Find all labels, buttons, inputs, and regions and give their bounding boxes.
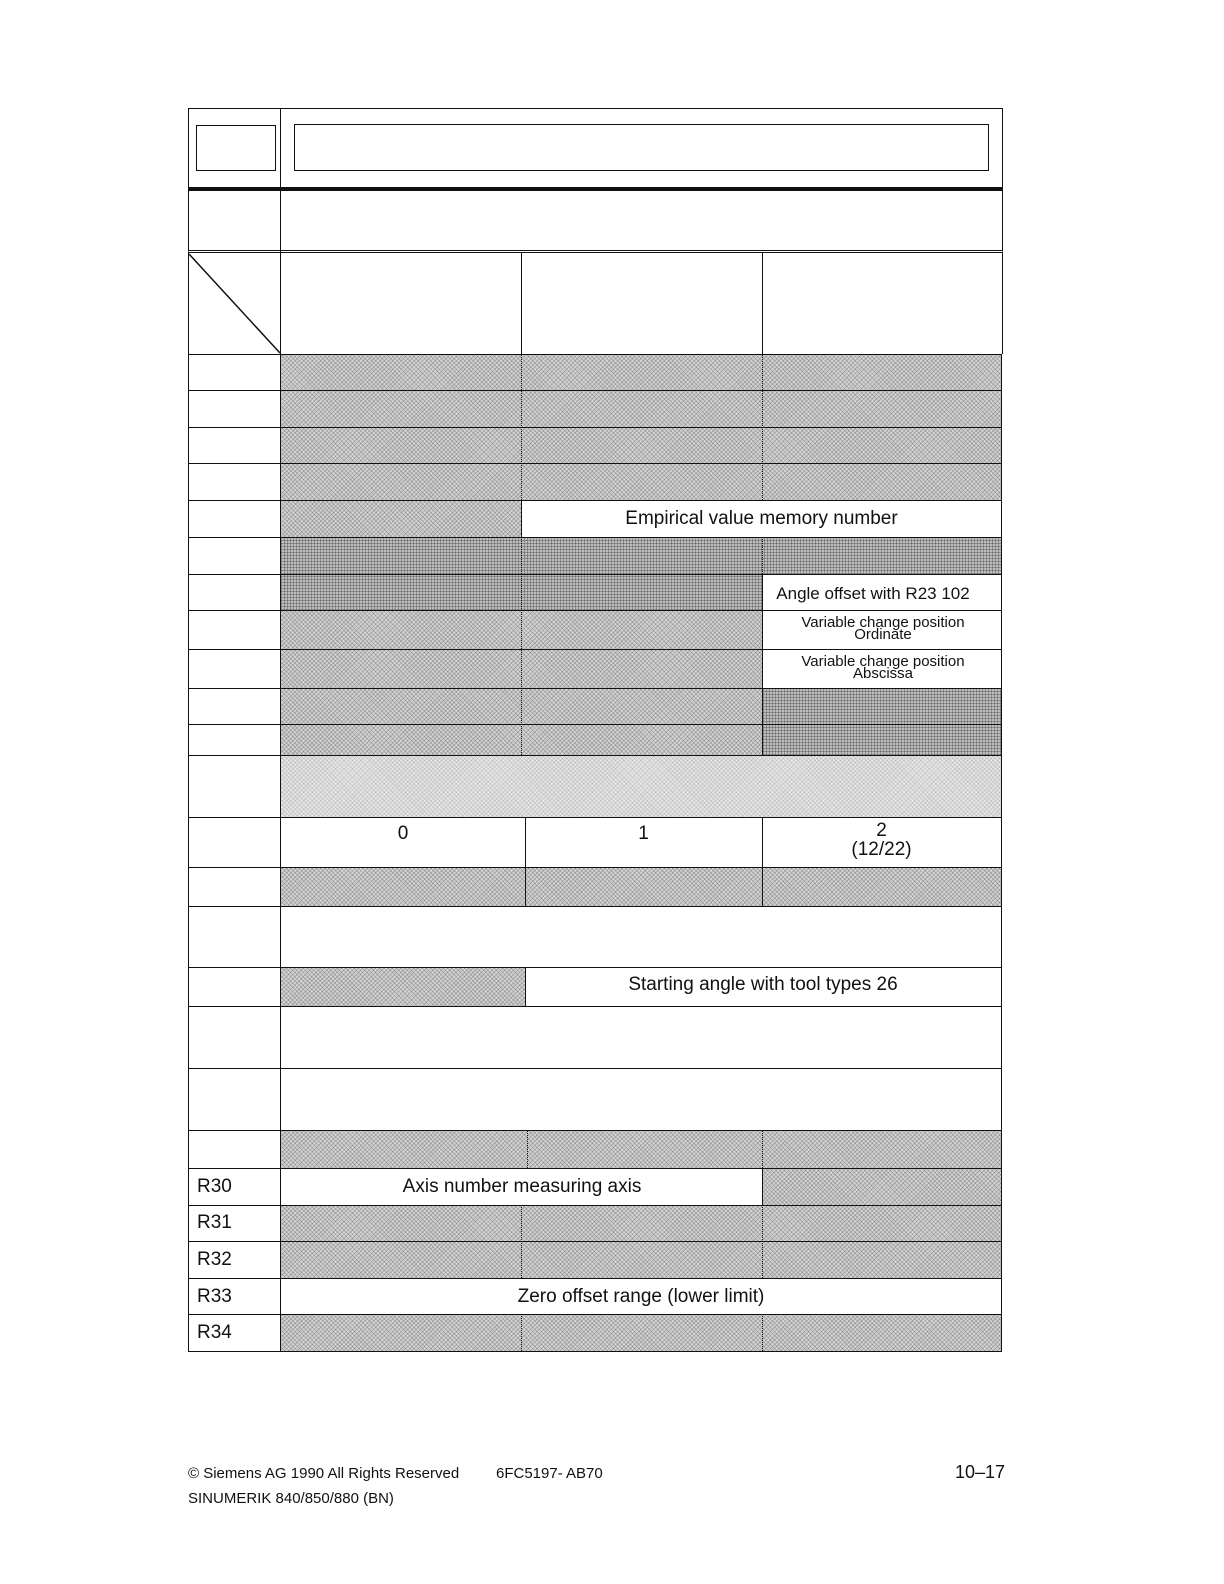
copyright-text: © Siemens AG 1990 All Rights Reserved bbox=[188, 1465, 460, 1482]
col-divider bbox=[762, 574, 763, 755]
row-rule bbox=[188, 755, 1002, 756]
col-divider bbox=[525, 967, 526, 1006]
col1-value: 1 bbox=[638, 823, 649, 844]
hatched-row bbox=[281, 1130, 1001, 1168]
var-abscissa-line2: Abscissa bbox=[852, 665, 914, 682]
row-rule bbox=[188, 1205, 1002, 1206]
col-divider bbox=[527, 1130, 528, 1168]
hatched-cells bbox=[281, 649, 763, 688]
row-rule bbox=[188, 500, 1002, 501]
hatched-row bbox=[281, 1314, 1001, 1352]
col-divider bbox=[521, 574, 522, 755]
row-rule bbox=[188, 906, 1002, 907]
row-rule bbox=[188, 867, 1002, 868]
dark-hatched-cells bbox=[281, 574, 763, 610]
row-label-r33: R33 bbox=[197, 1286, 232, 1307]
row-rule bbox=[188, 574, 1002, 575]
row-rule bbox=[188, 724, 1002, 725]
description-row bbox=[188, 191, 1003, 253]
angle-offset-label: Angle offset with R23 102 bbox=[776, 584, 970, 603]
row-rule bbox=[188, 649, 1002, 650]
row-rule bbox=[188, 1006, 1002, 1007]
page-number: 10–17 bbox=[955, 1462, 1006, 1482]
starting-angle-label: Starting angle with tool types 26 bbox=[628, 974, 898, 995]
col-divider bbox=[762, 817, 763, 906]
hatched-row bbox=[281, 867, 1001, 906]
header-divider bbox=[280, 108, 281, 190]
col-divider bbox=[521, 1205, 522, 1278]
row-rule bbox=[188, 390, 1002, 391]
row-rule bbox=[188, 354, 1002, 355]
col-divider bbox=[521, 1314, 522, 1351]
col-divider-b bbox=[521, 253, 522, 354]
header-title-box bbox=[294, 124, 989, 171]
var-ordinate-line2: Ordinate bbox=[854, 626, 912, 643]
product-name: SINUMERIK 840/850/880 (BN) bbox=[188, 1490, 394, 1507]
col-divider bbox=[762, 537, 763, 574]
col0-value: 0 bbox=[397, 823, 409, 844]
row-rule bbox=[188, 610, 1002, 611]
col2-value: 2 bbox=[876, 820, 887, 841]
hatched-cells bbox=[281, 688, 763, 755]
row-rule bbox=[188, 688, 1002, 689]
row-rule bbox=[188, 967, 1002, 968]
hatched-cell bbox=[281, 500, 522, 537]
order-number: 6FC5197- AB70 bbox=[496, 1465, 603, 1482]
row-label-r32: R32 bbox=[197, 1249, 232, 1270]
hatched-cell bbox=[763, 1168, 1001, 1205]
col-divider bbox=[521, 354, 522, 500]
row-rule bbox=[188, 1130, 1002, 1131]
row-rule bbox=[188, 427, 1002, 428]
hatched-cell bbox=[281, 967, 525, 1006]
col-divider-c bbox=[762, 253, 763, 354]
col-divider bbox=[521, 500, 522, 537]
row-label-r34: R34 bbox=[197, 1322, 232, 1343]
row-rule bbox=[188, 1278, 1002, 1279]
col-divider bbox=[762, 354, 763, 500]
var-abscissa-line1: Variable change position bbox=[801, 653, 965, 670]
header-small-box bbox=[196, 125, 276, 171]
col-divider bbox=[762, 1168, 763, 1205]
col-divider-a bbox=[280, 253, 281, 354]
col-divider bbox=[762, 1314, 763, 1351]
col-divider bbox=[521, 537, 522, 574]
row-rule bbox=[188, 1351, 1002, 1352]
column-header-row bbox=[188, 253, 1003, 354]
row-rule bbox=[188, 1241, 1002, 1242]
row-rule bbox=[188, 463, 1002, 464]
row-label-r31: R31 bbox=[197, 1212, 232, 1233]
dark-hatched-cells bbox=[763, 688, 1001, 755]
row-rule bbox=[188, 1314, 1002, 1315]
row-rule bbox=[188, 817, 1002, 818]
right-border bbox=[1001, 354, 1002, 1352]
zero-offset-label: Zero offset range (lower limit) bbox=[517, 1286, 765, 1307]
axis-number-label: Axis number measuring axis bbox=[402, 1176, 642, 1197]
col2-value-sub: (12/22) bbox=[851, 839, 912, 860]
col-divider bbox=[762, 1130, 763, 1168]
empirical-label: Empirical value memory number bbox=[625, 508, 898, 529]
row-rule bbox=[188, 1168, 1002, 1169]
diagonal-corner bbox=[188, 253, 282, 354]
row-rule bbox=[188, 537, 1002, 538]
description-divider bbox=[280, 191, 281, 253]
row-rule bbox=[188, 1068, 1002, 1069]
dark-hatched-row bbox=[281, 537, 1001, 574]
row-label-r30: R30 bbox=[197, 1176, 232, 1197]
var-ordinate-line1: Variable change position bbox=[801, 614, 965, 631]
hatched-cells bbox=[281, 610, 763, 649]
col-divider bbox=[525, 817, 526, 906]
col-divider bbox=[762, 1205, 763, 1278]
light-hatched-row bbox=[281, 755, 1001, 817]
left-border bbox=[188, 354, 189, 1352]
